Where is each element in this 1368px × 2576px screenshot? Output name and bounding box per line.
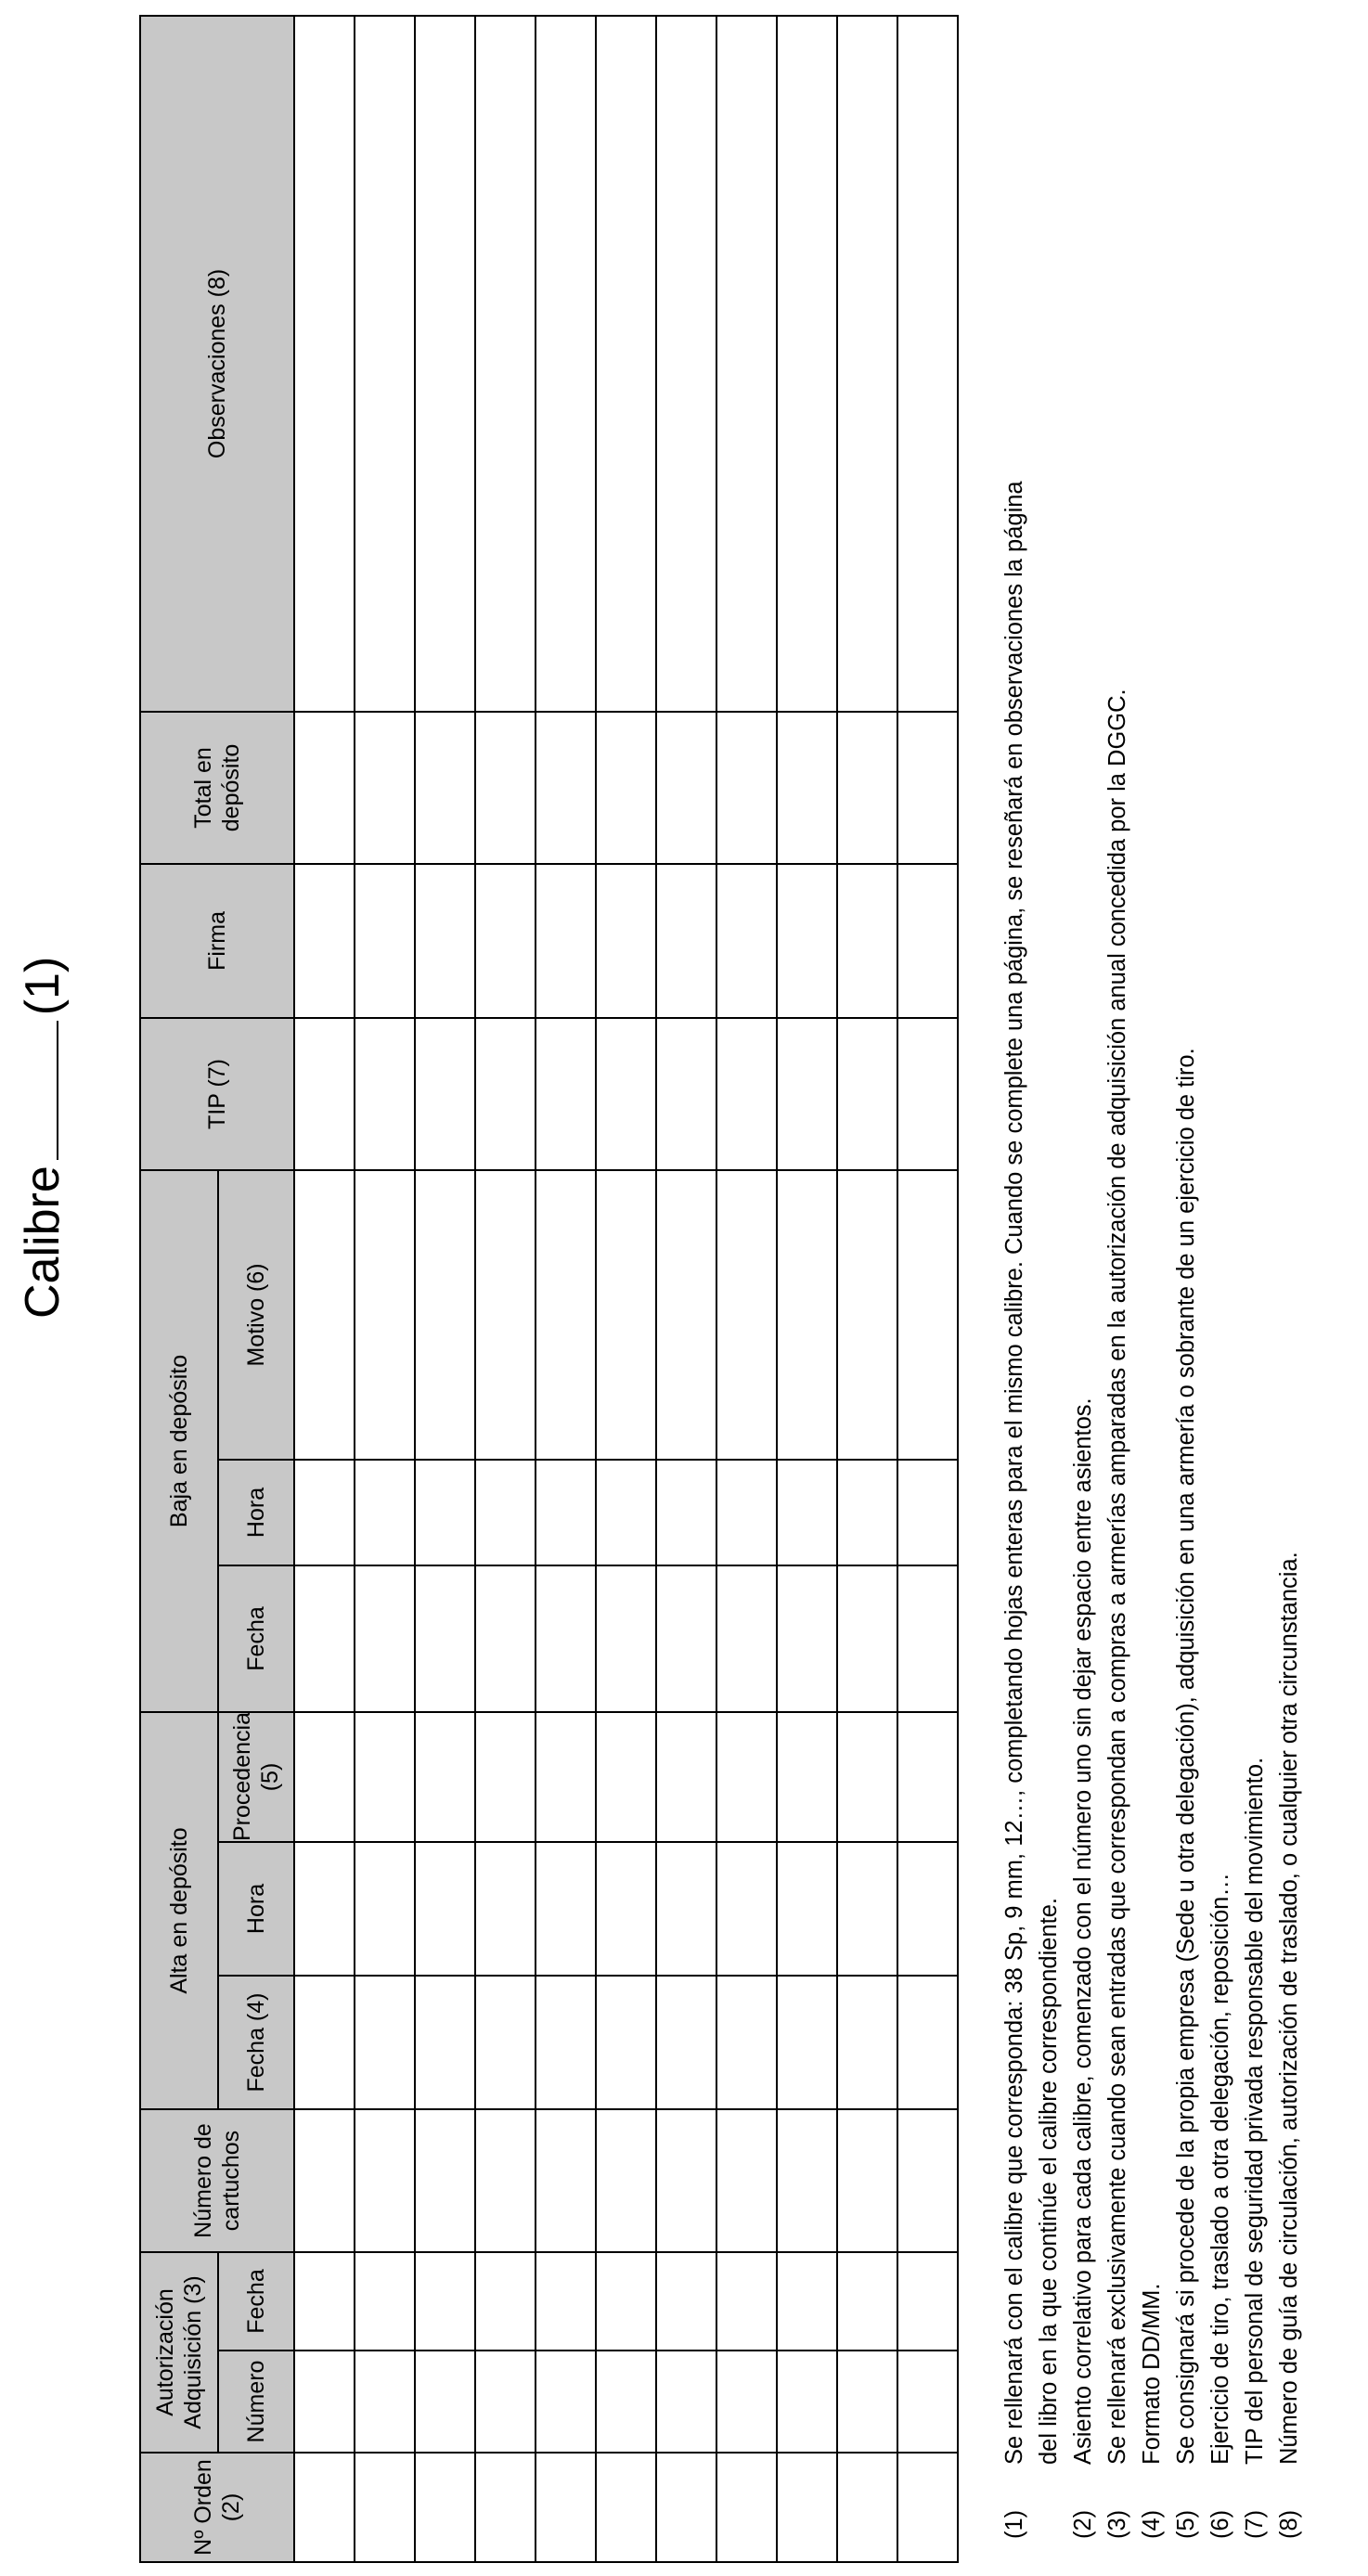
table-cell[interactable] — [475, 2453, 536, 2562]
table-cell[interactable] — [536, 1842, 596, 1976]
table-row — [475, 16, 536, 2562]
footnote-text: Se rellenará exclusivamente cuando sean entradas que correspondan a compras a armerías amparadas en la autorización de adquisición anual concedida por la DGGC. — [1104, 689, 1130, 2465]
table-cell[interactable] — [355, 1460, 415, 1565]
table-cell[interactable] — [777, 2351, 837, 2453]
table-cell[interactable] — [536, 2453, 596, 2562]
table-cell[interactable] — [897, 1170, 958, 1460]
footnote-number: (7) — [1242, 2509, 1268, 2539]
table-cell[interactable] — [355, 864, 415, 1018]
table-cell[interactable] — [596, 1170, 656, 1460]
header-autorizacion: Autorización Adquisición (3) — [140, 2252, 218, 2453]
table-cell[interactable] — [897, 1976, 958, 2109]
table-cell[interactable] — [837, 2351, 897, 2453]
table-cell[interactable] — [536, 2252, 596, 2351]
footnote-item — [1066, 33, 1101, 2539]
table-cell[interactable] — [355, 1565, 415, 1712]
table-cell[interactable] — [837, 1976, 897, 2109]
table-cell[interactable] — [355, 2109, 415, 2252]
table-cell[interactable] — [355, 2252, 415, 2351]
table-cell[interactable] — [897, 16, 958, 712]
table-cell[interactable] — [294, 1170, 355, 1460]
table-cell[interactable] — [415, 864, 475, 1018]
table-cell[interactable] — [596, 864, 656, 1018]
table-cell[interactable] — [656, 1170, 716, 1460]
table-cell[interactable] — [897, 1712, 958, 1842]
table-cell[interactable] — [897, 1018, 958, 1170]
table-cell[interactable] — [415, 1712, 475, 1842]
table-cell[interactable] — [415, 1976, 475, 2109]
table-cell[interactable] — [355, 1170, 415, 1460]
table-cell[interactable] — [294, 1018, 355, 1170]
table-cell[interactable] — [656, 2453, 716, 2562]
table-cell[interactable] — [897, 864, 958, 1018]
table-cell[interactable] — [294, 16, 355, 712]
header-alta: Alta en depósito — [140, 1712, 218, 2109]
footnote-item — [1238, 33, 1272, 2539]
table-cell[interactable] — [777, 16, 837, 712]
table-cell[interactable] — [355, 1842, 415, 1976]
table-cell[interactable] — [897, 1842, 958, 1976]
footnote-item — [1169, 33, 1204, 2539]
table-cell[interactable] — [837, 1565, 897, 1712]
table-cell[interactable] — [837, 1018, 897, 1170]
table-cell[interactable] — [837, 2453, 897, 2562]
footnote-text: Formato DD/MM. — [1139, 2283, 1165, 2465]
register-rows — [294, 16, 958, 2562]
table-cell[interactable] — [294, 1712, 355, 1842]
header-alta-procedencia: Procedencia (5) — [218, 1712, 294, 1842]
table-cell[interactable] — [656, 1712, 716, 1842]
footnote-item — [1272, 33, 1307, 2539]
table-cell[interactable] — [475, 1976, 536, 2109]
table-cell[interactable] — [777, 2453, 837, 2562]
table-cell[interactable] — [415, 1842, 475, 1976]
table-cell[interactable] — [716, 1460, 777, 1565]
table-cell[interactable] — [294, 1460, 355, 1565]
table-cell[interactable] — [837, 1842, 897, 1976]
calibre-blank-line[interactable] — [16, 1021, 58, 1160]
table-cell[interactable] — [596, 1565, 656, 1712]
table-cell[interactable] — [656, 1565, 716, 1712]
table-cell[interactable] — [475, 1460, 536, 1565]
table-cell[interactable] — [475, 864, 536, 1018]
table-cell[interactable] — [716, 1842, 777, 1976]
table-cell[interactable] — [596, 2109, 656, 2252]
footnote-text: del libro en la que continúe el calibre correspondiente. — [1036, 1898, 1062, 2465]
table-cell[interactable] — [716, 2453, 777, 2562]
table-cell[interactable] — [716, 1976, 777, 2109]
table-cell[interactable] — [656, 1018, 716, 1170]
table-cell[interactable] — [536, 1170, 596, 1460]
table-cell[interactable] — [656, 2109, 716, 2252]
table-cell[interactable] — [716, 1018, 777, 1170]
table-cell[interactable] — [294, 2453, 355, 2562]
table-cell[interactable] — [777, 1460, 837, 1565]
header-tip: TIP (7) — [140, 1018, 294, 1170]
table-cell[interactable] — [596, 16, 656, 712]
table-cell[interactable] — [536, 864, 596, 1018]
table-cell[interactable] — [777, 712, 837, 864]
table-cell[interactable] — [777, 1170, 837, 1460]
footnote-number: (5) — [1173, 2509, 1199, 2539]
table-cell[interactable] — [897, 2453, 958, 2562]
table-cell[interactable] — [355, 1712, 415, 1842]
table-cell[interactable] — [536, 1976, 596, 2109]
table-cell[interactable] — [837, 2109, 897, 2252]
table-cell[interactable] — [415, 1018, 475, 1170]
table-cell[interactable] — [415, 16, 475, 712]
table-cell[interactable] — [897, 2109, 958, 2252]
footnote-number: (4) — [1139, 2509, 1165, 2539]
table-cell[interactable] — [475, 712, 536, 864]
table-cell[interactable] — [294, 712, 355, 864]
table-row — [355, 16, 415, 2562]
table-cell[interactable] — [716, 1170, 777, 1460]
table-cell[interactable] — [656, 1460, 716, 1565]
table-cell[interactable] — [475, 2351, 536, 2453]
table-cell[interactable] — [355, 1976, 415, 2109]
table-cell[interactable] — [777, 1842, 837, 1976]
table-cell[interactable] — [415, 2252, 475, 2351]
footnote-number: (3) — [1104, 2509, 1130, 2539]
header-numero-cartuchos: Número de cartuchos — [140, 2109, 294, 2252]
table-cell[interactable] — [656, 712, 716, 864]
table-cell[interactable] — [596, 1460, 656, 1565]
header-alta-hora: Hora — [218, 1842, 294, 1976]
footnote-text: Se rellenará con el calibre que corresponda: 38 Sp, 9 mm, 12…, completando hojas enteras para el mismo calibre. Cuando se complete una página, se reseñará en observaciones la página — [1001, 481, 1027, 2465]
table-cell[interactable] — [536, 2351, 596, 2453]
table-cell[interactable] — [716, 2252, 777, 2351]
header-observaciones: Observaciones (8) — [140, 16, 294, 712]
footnote-text: Asiento correlativo para cada calibre, comenzado con el número uno sin dejar espacio entre asientos. — [1070, 1397, 1096, 2465]
table-cell[interactable] — [536, 1565, 596, 1712]
footnote-number: (1) — [1001, 2509, 1027, 2539]
header-autorizacion-numero: Número — [218, 2351, 294, 2453]
table-cell[interactable] — [777, 1018, 837, 1170]
table-cell[interactable] — [777, 1976, 837, 2109]
table-cell[interactable] — [536, 1712, 596, 1842]
footnote-text: TIP del personal de seguridad privada responsable del movimiento. — [1242, 1757, 1268, 2465]
table-cell[interactable] — [294, 2252, 355, 2351]
table-cell[interactable] — [475, 2252, 536, 2351]
header-autorizacion-fecha: Fecha — [218, 2252, 294, 2351]
table-cell[interactable] — [656, 864, 716, 1018]
table-cell[interactable] — [536, 1460, 596, 1565]
table-row — [716, 16, 777, 2562]
table-cell[interactable] — [415, 1170, 475, 1460]
title-note: (1) — [16, 956, 70, 1016]
table-cell[interactable] — [415, 2109, 475, 2252]
footnote-number: (6) — [1207, 2509, 1233, 2539]
table-cell[interactable] — [596, 1842, 656, 1976]
table-cell[interactable] — [716, 16, 777, 712]
table-cell[interactable] — [415, 2351, 475, 2453]
table-cell[interactable] — [415, 1565, 475, 1712]
table-cell[interactable] — [656, 16, 716, 712]
table-cell[interactable] — [777, 2252, 837, 2351]
table-cell[interactable] — [897, 2252, 958, 2351]
table-cell[interactable] — [837, 2252, 897, 2351]
table-cell[interactable] — [355, 712, 415, 864]
table-cell[interactable] — [294, 1565, 355, 1712]
table-row — [837, 16, 897, 2562]
table-cell[interactable] — [716, 864, 777, 1018]
table-cell[interactable] — [294, 2351, 355, 2453]
table-cell[interactable] — [294, 2109, 355, 2252]
footnote-item — [1204, 33, 1238, 2539]
table-cell[interactable] — [837, 712, 897, 864]
header-baja-motivo: Motivo (6) — [218, 1170, 294, 1460]
table-cell[interactable] — [656, 2252, 716, 2351]
table-cell[interactable] — [897, 1565, 958, 1712]
table-cell[interactable] — [596, 2453, 656, 2562]
table-cell[interactable] — [777, 1712, 837, 1842]
table-cell[interactable] — [596, 2252, 656, 2351]
table-cell[interactable] — [475, 2109, 536, 2252]
table-cell[interactable] — [294, 1842, 355, 1976]
table-cell[interactable] — [415, 2453, 475, 2562]
footnote-number: (2) — [1070, 2509, 1096, 2539]
table-cell[interactable] — [355, 16, 415, 712]
table-cell[interactable] — [596, 712, 656, 864]
table-row — [536, 16, 596, 2562]
table-cell[interactable] — [475, 1565, 536, 1712]
table-cell[interactable] — [415, 1460, 475, 1565]
footnote-item — [998, 33, 1032, 2539]
table-cell[interactable] — [475, 1842, 536, 1976]
table-cell[interactable] — [475, 1018, 536, 1170]
table-row — [294, 16, 355, 2562]
header-firma: Firma — [140, 864, 294, 1018]
table-cell[interactable] — [716, 1565, 777, 1712]
table-cell[interactable] — [536, 1018, 596, 1170]
table-cell[interactable] — [837, 864, 897, 1018]
table-cell[interactable] — [716, 712, 777, 864]
table-cell[interactable] — [596, 1018, 656, 1170]
header-baja-fecha: Fecha — [218, 1565, 294, 1712]
table-cell[interactable] — [777, 1565, 837, 1712]
table-cell[interactable] — [475, 1712, 536, 1842]
footnote-text: Ejercicio de tiro, traslado a otra delegación, reposición… — [1207, 1873, 1233, 2465]
table-row — [596, 16, 656, 2562]
table-cell[interactable] — [355, 1018, 415, 1170]
footnote-number: (8) — [1276, 2509, 1302, 2539]
table-cell[interactable] — [716, 2109, 777, 2252]
table-cell[interactable] — [716, 1712, 777, 1842]
footnote-text: Se consignará si procede de la propia empresa (Sede u otra delegación), adquisición en una armería o sobrante de un ejercicio de tiro. — [1173, 1048, 1199, 2465]
table-cell[interactable] — [536, 16, 596, 712]
header-orden: Nº Orden (2) — [140, 2453, 294, 2562]
table-cell[interactable] — [656, 2351, 716, 2453]
table-cell[interactable] — [294, 864, 355, 1018]
table-row — [656, 16, 716, 2562]
footnote-item — [1135, 33, 1169, 2539]
table-cell[interactable] — [837, 1460, 897, 1565]
table-row — [897, 16, 958, 2562]
header-baja-hora: Hora — [218, 1460, 294, 1565]
table-cell[interactable] — [656, 1842, 716, 1976]
table-cell[interactable] — [777, 864, 837, 1018]
table-cell[interactable] — [355, 2351, 415, 2453]
table-cell[interactable] — [415, 712, 475, 864]
table-cell[interactable] — [656, 1976, 716, 2109]
table-cell[interactable] — [897, 712, 958, 864]
header-total: Total en depósito — [140, 712, 294, 864]
table-cell[interactable] — [355, 2453, 415, 2562]
ammunition-register-table — [139, 15, 959, 2563]
table-row — [777, 16, 837, 2562]
table-cell[interactable] — [536, 712, 596, 864]
table-cell[interactable] — [837, 16, 897, 712]
title-label: Calibre — [16, 1166, 70, 1319]
table-cell[interactable] — [294, 1976, 355, 2109]
table-cell[interactable] — [777, 2109, 837, 2252]
table-cell[interactable] — [897, 2351, 958, 2453]
table-cell[interactable] — [596, 1976, 656, 2109]
table-cell[interactable] — [475, 16, 536, 712]
table-cell[interactable] — [897, 1460, 958, 1565]
table-cell[interactable] — [837, 1170, 897, 1460]
table-cell[interactable] — [596, 1712, 656, 1842]
header-baja: Baja en depósito — [140, 1170, 218, 1712]
table-cell[interactable] — [475, 1170, 536, 1460]
table-row — [415, 16, 475, 2562]
footnote-number — [1032, 2465, 1066, 2539]
page-title — [15, 957, 71, 1319]
footnote-item — [1032, 33, 1066, 2539]
footnotes — [998, 33, 1307, 2539]
table-cell[interactable] — [536, 2109, 596, 2252]
table-cell[interactable] — [596, 2351, 656, 2453]
table-cell[interactable] — [837, 1712, 897, 1842]
header-alta-fecha: Fecha (4) — [218, 1976, 294, 2109]
footnote-item — [1101, 33, 1135, 2539]
table-cell[interactable] — [716, 2351, 777, 2453]
footnote-text: Número de guía de circulación, autorización de traslado, o cualquier otra circunstancia. — [1276, 1552, 1302, 2465]
